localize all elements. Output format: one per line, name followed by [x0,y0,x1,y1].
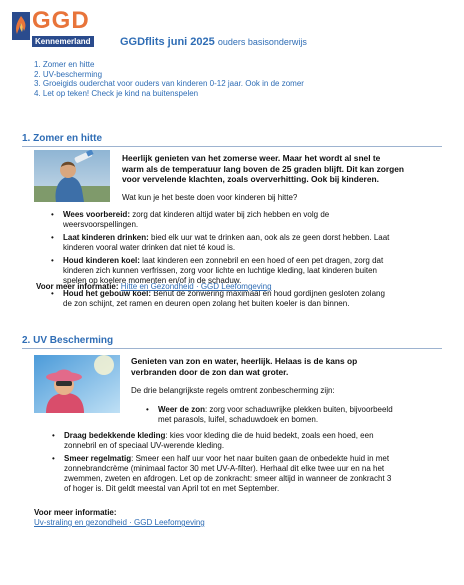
bullet-text: de zon schijnt, zet ramen en deuren open zolang het buiten koeler is dan binnen. [63,299,350,308]
section-1-question: Wat kun je het beste doen voor kinderen bij hitte? [122,193,298,202]
bullet-title: Draag bedekkende kleding [64,431,166,440]
section-1-more-info [36,282,272,292]
title-subtext: ouders basisonderwijs [217,37,307,47]
more-info-label: Voor meer informatie: [34,508,117,517]
list-item [146,405,448,425]
intro-line: verbranden door de zon dan wat groter. [131,366,289,377]
section-2-bullet-list [52,431,454,494]
bullet-text: zwemmen, zweten en afdrogen. Let op de zonkracht: smeer altijd in wanneer de zonkracht 3 [64,474,392,483]
bullet-title: Houd het gebouw koel: [63,289,151,298]
bullet-text: zonnebril en of speciaal UV-werende kleding. [64,441,225,450]
logo-text: GGD [32,7,90,34]
flame-icon [10,10,32,42]
section-2-divider [22,348,442,349]
section-2-intro [131,356,451,377]
intro-line: voor vervelende klachten, zoals oververhitting. Ook bij kinderen. [122,174,379,184]
bullet-dot: • [51,289,54,298]
toc-item-2[interactable]: 2. UV-bescherming [34,69,103,79]
bullet-text: of hoger is. Dit geldt meestal van April tot en met September. [64,484,280,493]
toc-item-4[interactable]: 4. Let op teken! Check je kind na buitenspelen [34,88,199,98]
bullet-text: : Smeer een half uur voor het naar buiten gaan de onbedekte huid in met [131,454,390,463]
bullet-text: bied elk uur wat te drinken aan, ook als ze geen dorst hebben. Laat [148,233,390,242]
bullet-text: laat kinderen een zonnebril en een hoed of een pet dragen, zorg dat [139,256,384,265]
toc-item-1[interactable]: 1. Zomer en hitte [34,60,95,69]
list-item [52,454,454,494]
toc-item-3[interactable]: 3. Groeigids ouderchat voor ouders van kinderen 0-12 jaar. Ook in de zomer [34,79,304,88]
list-item [51,233,458,253]
bullet-text: Benut de zonwering maximaal en houd gordijnen gesloten zolang [151,289,385,298]
more-info-label: Voor meer informatie: [36,282,119,291]
bullet-dot: • [51,210,54,219]
intro-line: warm als de temperatuur lang boven de 25 graden blijft. Dit kan zorgen [122,163,405,174]
bullet-title: Smeer regelmatig [64,454,132,463]
uv-straling-link[interactable]: Uv-straling en gezondheid · GGD Leefomgeving [34,518,205,527]
bullet-text: kinderen zich kunnen verfrissen, zorg voor lichte en luchtige kleding, laat kinderen buiten [63,266,377,275]
bullet-text: : zorg voor schaduwrijke plekken buiten, bijvoorbeeld [204,405,393,414]
bullet-dot: • [51,256,54,265]
section-2-bullet-1 [146,405,448,425]
section-2-rules-intro: De drie belangrijkste regels omtrent zonbescherming zijn: [131,386,335,395]
bullet-text: zorg dat kinderen altijd water bij zich hebben en volg de [129,210,330,219]
bullet-text: zonnebrandcrème (minimaal factor 30 met UV-A-filter). Herhaal dit elke twee uur en na het [64,464,385,473]
bullet-dot: • [52,431,55,440]
list-item [51,210,458,230]
title-text: GGDflits juni 2025 [120,36,215,48]
bullet-title: Laat kinderen drinken: [63,233,149,242]
bullet-title: Wees voorbereid: [63,210,130,219]
ggd-logo [10,8,116,50]
section-1-intro [122,153,452,185]
bullet-text: spelen op koelere momenten en/of in de schaduw. [63,276,242,285]
bullet-text: met parasols, luifel, schaduwdoek en bomen. [158,415,319,424]
section-1-divider [22,146,442,147]
bullet-dot: • [146,405,149,414]
bullet-title: Weer de zon [158,405,205,414]
list-item [51,289,458,309]
logo-subtext: Kennemerland [32,36,94,47]
child-drinking-water-photo [34,150,110,202]
list-item [52,431,454,451]
section-2-heading: 2. UV Bescherming [22,335,114,346]
bullet-dot: • [51,233,54,242]
hitte-gezondheid-link[interactable]: Hitte en Gezondheid · GGD Leefomgeving [120,282,272,291]
bullet-text: weersvoorspellingen. [63,220,139,229]
intro-line: Genieten van zon en water, heerlijk. Helaas is de kans op [131,356,358,366]
bullet-dot: • [52,454,55,463]
section-2-more-info [34,508,205,528]
bullet-text: kinderen vooral water drinken dat niet té koud is. [63,243,236,252]
girl-with-sunhat-photo [34,355,120,413]
bullet-title: Houd kinderen koel: [63,256,140,265]
section-1-bullet-list [51,210,458,309]
section-1-heading: 1. Zomer en hitte [22,133,103,144]
table-of-contents [34,60,304,98]
bullet-text: : kies voor kleding die de huid bedekt, zoals een hoed, een [165,431,374,440]
intro-line: Heerlijk genieten van het zomerse weer. Maar het wordt al snel te [122,153,381,163]
newsletter-title [120,36,307,48]
